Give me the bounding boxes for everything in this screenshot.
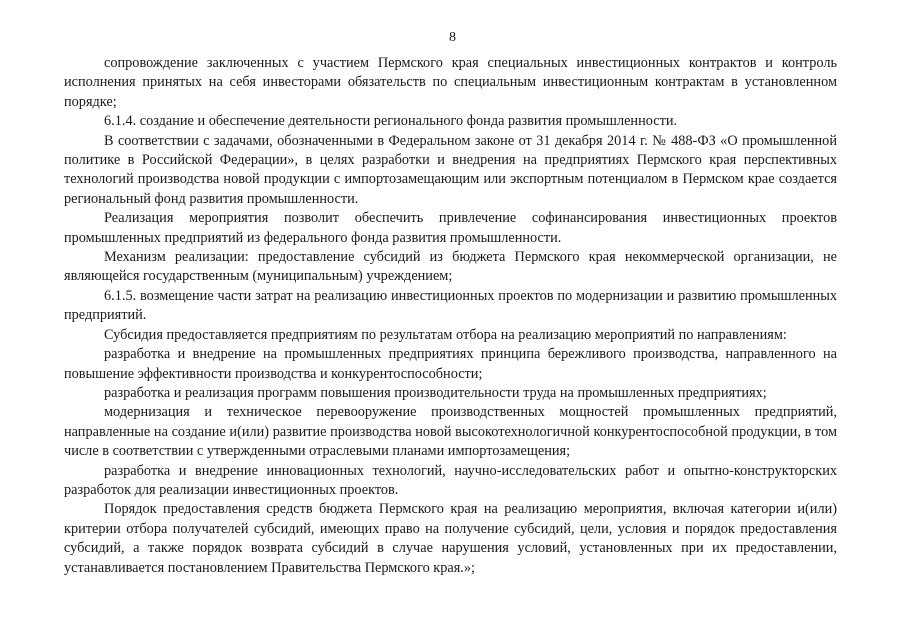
paragraph-subsidy-directions: Субсидия предоставляется предприятиям по результатам отбора на реализацию мероприятий по направлениям: bbox=[104, 326, 787, 343]
paragraph-6-1-4: 6.1.4. создание и обеспечение деятельности регионального фонда развития промышленности. bbox=[104, 113, 678, 130]
paragraph-innovation: разработка и внедрение инновационных технологий, научно-исследовательских работ и опытно-конструкторских разработок для реализации инвестиционных проектов. bbox=[64, 462, 837, 498]
paragraph-federal-law: В соответствии с задачами, обозначенными в Федеральном законе от 31 декабря 2014 г. № 488-ФЗ «О промышленной политике в Российской Федерации», в целях разработки и внедрения на предприятиях Пермского края перспективных технологий производства новой продукции с импортозамещающим или экспортным потенциалом в Пермском крае создается региональный фонд развития промышленности. bbox=[64, 132, 837, 207]
paragraph-modernization: модернизация и техническое перевооружение производственных мощностей промышленных предприятий, направленные на создание и(или) развитие производства новой высокотехнологичной конкурентоспособной продукции, в том числе в соответствии с утвержденными отраслевыми планами импортозамещения; bbox=[64, 404, 837, 460]
paragraph-cofinancing: Реализация мероприятия позволит обеспечить привлечение софинансирования инвестиционных проектов промышленных предприятий из федерального фонда развития промышленности. bbox=[64, 210, 837, 246]
page-number: 8 bbox=[449, 30, 456, 45]
paragraph-special-investment-contracts: сопровождение заключенных с участием Пермского края специальных инвестиционных контрактов и контроль исполнения принятых на себя инвесторами обязательств по специальным инвестиционным контрактам в установленном порядке; bbox=[64, 55, 837, 110]
paragraph-6-1-5: 6.1.5. возмещение части затрат на реализацию инвестиционных проектов по модернизации и развитию промышленных предприятий. bbox=[64, 287, 837, 324]
paragraph-procedure: Порядок предоставления средств бюджета Пермского края на реализацию мероприятия, включая категории и(или) критерии отбора получателей субсидий, имеющих право на получение субсидий, цели, условия и порядок предоставления субсидий, а также порядок возврата субсидий в случае нарушения условий, установленных при их предоставлении, устанавливается постановлением Правительства Пермского края.»; bbox=[64, 501, 837, 576]
paragraph-productivity: разработка и реализация программ повышения производительности труда на промышленных предприятиях; bbox=[104, 384, 767, 401]
document-body bbox=[64, 54, 837, 578]
paragraph-mechanism: Механизм реализации: предоставление субсидий из бюджета Пермского края некоммерческой организации, не являющейся государственным (муниципальным) учреждением; bbox=[64, 249, 837, 285]
paragraph-lean-production: разработка и внедрение на промышленных предприятиях принципа бережливого производства, направленного на повышение эффективности производства и конкурентоспособности; bbox=[64, 346, 837, 382]
